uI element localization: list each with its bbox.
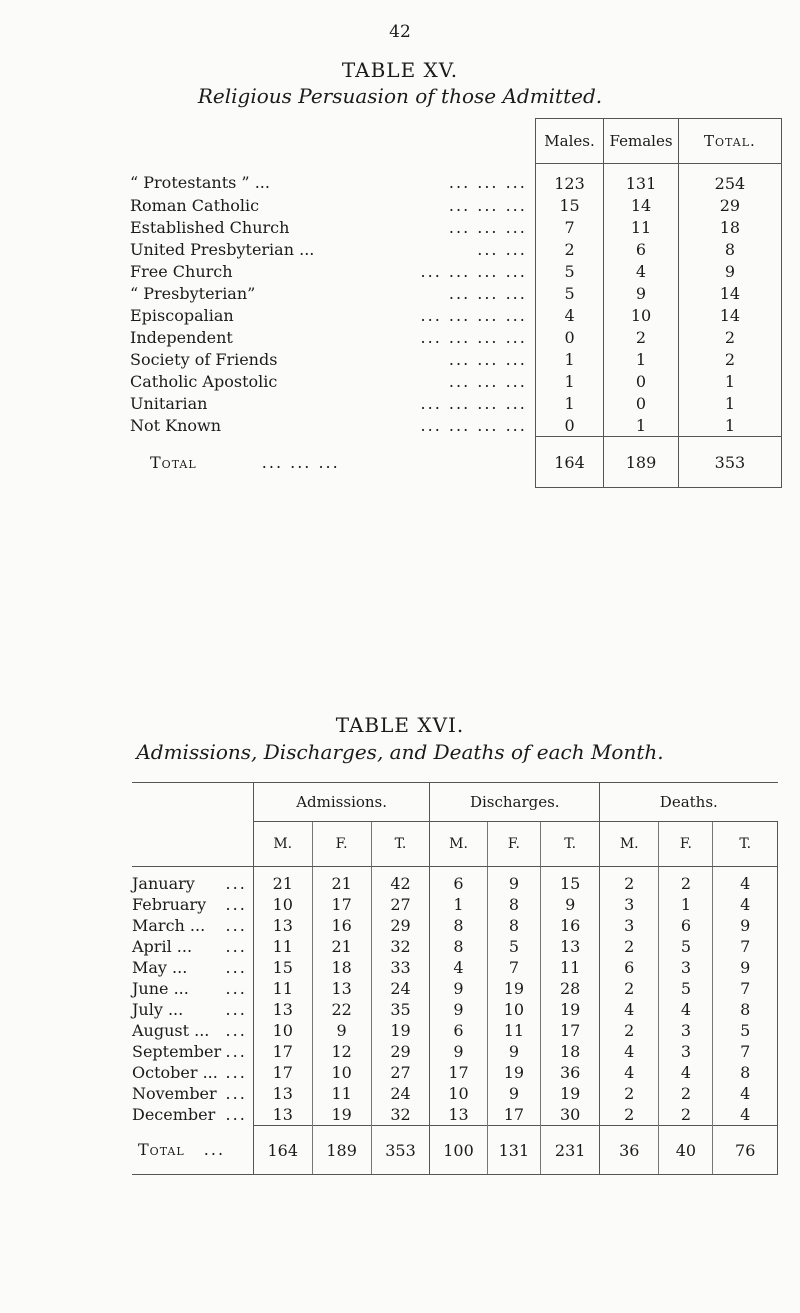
table-cell: 19 (541, 1083, 600, 1104)
table-cell: 6 (430, 867, 487, 895)
table16-subtitle: Admissions, Discharges, and Deaths of each Month. (136, 740, 664, 764)
table-cell: 3 (659, 957, 713, 978)
table-cell: 4 (713, 894, 778, 915)
monthly-movements-table (132, 782, 778, 1175)
month-label: November ... (132, 1084, 247, 1103)
total-total: 353 (678, 437, 781, 488)
table-cell: 9 (487, 1041, 541, 1062)
table-cell: 17 (312, 894, 371, 915)
total-cell: 131 (487, 1126, 541, 1175)
row-label: Episcopalian ... ... ... ... (130, 305, 527, 325)
table-cell: 5 (659, 978, 713, 999)
table-cell: 9 (487, 1083, 541, 1104)
table-cell: 7 (713, 1041, 778, 1062)
total-label: Total ... ... ... (150, 452, 340, 472)
table-cell: 9 (713, 915, 778, 936)
cell-total: 14 (678, 304, 781, 326)
row-label: “ Presbyterian” ... ... ... (130, 283, 527, 303)
cell-females: 9 (604, 282, 679, 304)
table-cell: 19 (312, 1104, 371, 1126)
cell-females: 11 (604, 216, 679, 238)
cell-males: 5 (535, 260, 603, 282)
table16-body (132, 867, 778, 1126)
table-cell: 4 (659, 1062, 713, 1083)
row-label: Not Known ... ... ... ... (130, 415, 527, 435)
table-cell: 29 (371, 1041, 430, 1062)
cell-total: 8 (678, 238, 781, 260)
table-cell: 11 (253, 978, 312, 999)
table-cell: 15 (541, 867, 600, 895)
table15-total-row (122, 437, 782, 488)
table-cell: 2 (600, 1083, 659, 1104)
cell-total: 254 (678, 164, 781, 195)
cell-females: 0 (604, 392, 679, 414)
table-cell: 24 (371, 1083, 430, 1104)
sub-header-row (132, 822, 778, 867)
row-label: Unitarian ... ... ... ... (130, 393, 527, 413)
cell-total: 9 (678, 260, 781, 282)
table-cell: 9 (713, 957, 778, 978)
table-row (132, 1041, 778, 1062)
table-row (132, 957, 778, 978)
header-blank (132, 822, 253, 867)
table-row (122, 282, 782, 304)
cell-males: 1 (535, 370, 603, 392)
cell-males: 0 (535, 326, 603, 348)
table-cell: 27 (371, 894, 430, 915)
table-cell: 17 (253, 1062, 312, 1083)
sub-header-t: T. (713, 822, 778, 867)
total-cell: 76 (713, 1126, 778, 1175)
table-row (122, 164, 782, 195)
table-cell: 19 (487, 978, 541, 999)
cell-females: 14 (604, 194, 679, 216)
table-cell: 10 (487, 999, 541, 1020)
table-row (132, 1104, 778, 1126)
table-cell: 17 (541, 1020, 600, 1041)
table-cell: 18 (312, 957, 371, 978)
cell-males: 4 (535, 304, 603, 326)
table-cell: 13 (253, 999, 312, 1020)
table-cell: 3 (659, 1041, 713, 1062)
table-cell: 35 (371, 999, 430, 1020)
table-row (122, 238, 782, 260)
table-cell: 5 (713, 1020, 778, 1041)
total-cell: 353 (371, 1126, 430, 1175)
total-cell: 164 (253, 1126, 312, 1175)
religious-persuasion-table (122, 118, 782, 488)
table-cell: 4 (713, 1104, 778, 1126)
table-cell: 8 (430, 915, 487, 936)
table-cell: 13 (253, 915, 312, 936)
cell-total: 1 (678, 414, 781, 437)
table-row (122, 348, 782, 370)
sub-header-f: F. (312, 822, 371, 867)
table-cell: 2 (659, 1083, 713, 1104)
table-cell: 5 (487, 936, 541, 957)
cell-females: 131 (604, 164, 679, 195)
table-cell: 1 (659, 894, 713, 915)
row-label: Catholic Apostolic ... ... ... (130, 371, 527, 391)
cell-total: 14 (678, 282, 781, 304)
table-cell: 5 (659, 936, 713, 957)
table-cell: 2 (600, 1104, 659, 1126)
cell-total: 29 (678, 194, 781, 216)
table-cell: 28 (541, 978, 600, 999)
sub-header-f: F. (487, 822, 541, 867)
table-row (122, 370, 782, 392)
table-cell: 19 (371, 1020, 430, 1041)
table-cell: 13 (312, 978, 371, 999)
row-label: Established Church ... ... ... (130, 217, 527, 237)
table-cell: 4 (659, 999, 713, 1020)
table-cell: 17 (253, 1041, 312, 1062)
table-cell: 2 (659, 1104, 713, 1126)
table-cell: 12 (312, 1041, 371, 1062)
table-cell: 29 (371, 915, 430, 936)
cell-total: 1 (678, 392, 781, 414)
total-cell: 189 (312, 1126, 371, 1175)
table-cell: 9 (430, 1041, 487, 1062)
table-cell: 21 (312, 936, 371, 957)
group-header-row (132, 783, 778, 822)
table-cell: 7 (713, 978, 778, 999)
row-label: Roman Catholic ... ... ... (130, 195, 527, 215)
table-cell: 8 (487, 894, 541, 915)
table-cell: 9 (430, 978, 487, 999)
table-cell: 2 (659, 867, 713, 895)
table-cell: 6 (659, 915, 713, 936)
cell-females: 2 (604, 326, 679, 348)
row-label: “ Protestants ” ... ... ... ... (130, 173, 527, 193)
table-row (132, 936, 778, 957)
table-cell: 9 (541, 894, 600, 915)
sub-header-m: M. (253, 822, 312, 867)
cell-males: 123 (535, 164, 603, 195)
table-cell: 16 (541, 915, 600, 936)
table-row (122, 326, 782, 348)
table-header-row (122, 119, 782, 164)
cell-males: 1 (535, 348, 603, 370)
table-row (132, 1083, 778, 1104)
table-cell: 4 (600, 1062, 659, 1083)
table16-total-row (132, 1126, 778, 1175)
table-cell: 11 (253, 936, 312, 957)
table-cell: 17 (430, 1062, 487, 1083)
table-cell: 2 (600, 936, 659, 957)
table-cell: 8 (430, 936, 487, 957)
month-label: May ... ... (132, 958, 247, 977)
header-blank (132, 783, 253, 822)
table15-body (122, 164, 782, 437)
table-row (132, 978, 778, 999)
cell-females: 1 (604, 414, 679, 437)
table-row (122, 392, 782, 414)
cell-males: 0 (535, 414, 603, 437)
cell-females: 6 (604, 238, 679, 260)
table-cell: 2 (600, 978, 659, 999)
month-label: February ... (132, 895, 247, 914)
table-cell: 32 (371, 936, 430, 957)
table-cell: 18 (541, 1041, 600, 1062)
cell-females: 0 (604, 370, 679, 392)
table-row (132, 867, 778, 895)
cell-males: 1 (535, 392, 603, 414)
table-cell: 1 (430, 894, 487, 915)
table-cell: 3 (659, 1020, 713, 1041)
table-row (122, 414, 782, 437)
table-cell: 6 (600, 957, 659, 978)
table-cell: 4 (713, 867, 778, 895)
table-row (132, 894, 778, 915)
table-cell: 9 (312, 1020, 371, 1041)
table-cell: 6 (430, 1020, 487, 1041)
table-cell: 17 (487, 1104, 541, 1126)
table-cell: 19 (541, 999, 600, 1020)
table-cell: 2 (600, 867, 659, 895)
table-cell: 32 (371, 1104, 430, 1126)
cell-males: 5 (535, 282, 603, 304)
month-label: June ... ... (132, 979, 247, 998)
table-cell: 30 (541, 1104, 600, 1126)
cell-females: 1 (604, 348, 679, 370)
header-males: Males. (535, 119, 603, 164)
table-cell: 4 (600, 999, 659, 1020)
table-cell: 10 (430, 1083, 487, 1104)
table-row (132, 1020, 778, 1041)
table-cell: 8 (487, 915, 541, 936)
cell-females: 10 (604, 304, 679, 326)
table-cell: 15 (253, 957, 312, 978)
table16-title: TABLE XVI. (335, 713, 465, 737)
table-cell: 13 (541, 936, 600, 957)
table-cell: 13 (253, 1104, 312, 1126)
row-label: Free Church ... ... ... ... (130, 261, 527, 281)
row-label: Society of Friends ... ... ... (130, 349, 527, 369)
cell-total: 2 (678, 326, 781, 348)
cell-males: 2 (535, 238, 603, 260)
table-cell: 9 (487, 867, 541, 895)
header-total: Total. (678, 119, 781, 164)
cell-females: 4 (604, 260, 679, 282)
row-label: Independent ... ... ... ... (130, 327, 527, 347)
sub-header-m: M. (430, 822, 487, 867)
table-cell: 9 (430, 999, 487, 1020)
sub-header-t: T. (541, 822, 600, 867)
table-cell: 19 (487, 1062, 541, 1083)
sub-header-t: T. (371, 822, 430, 867)
table-row (122, 304, 782, 326)
table-cell: 36 (541, 1062, 600, 1083)
total-males: 164 (535, 437, 603, 488)
group-deaths: Deaths. (600, 783, 778, 822)
table-cell: 11 (541, 957, 600, 978)
table-cell: 8 (713, 1062, 778, 1083)
table-cell: 10 (253, 894, 312, 915)
table-row (132, 999, 778, 1020)
table-row (132, 1062, 778, 1083)
table-cell: 16 (312, 915, 371, 936)
header-females: Females (604, 119, 679, 164)
table-row (122, 260, 782, 282)
month-label: August ... ... (132, 1021, 247, 1040)
table-cell: 24 (371, 978, 430, 999)
cell-total: 18 (678, 216, 781, 238)
sub-header-m: M. (600, 822, 659, 867)
table-row (122, 194, 782, 216)
table-cell: 8 (713, 999, 778, 1020)
month-label: March ... ... (132, 916, 247, 935)
row-label: United Presbyterian ... ... ... (130, 239, 527, 259)
table15-subtitle: Religious Persuasion of those Admitted. (197, 84, 603, 108)
cell-total: 2 (678, 348, 781, 370)
cell-total: 1 (678, 370, 781, 392)
group-discharges: Discharges. (430, 783, 600, 822)
header-blank (122, 119, 535, 164)
table-cell: 10 (253, 1020, 312, 1041)
page-number: 42 (389, 22, 411, 42)
table-cell: 13 (430, 1104, 487, 1126)
month-label: July ... ... (132, 1000, 247, 1019)
month-label: October ... ... (132, 1063, 247, 1082)
total-cell: 36 (600, 1126, 659, 1175)
month-label: September ... (132, 1042, 247, 1061)
table-cell: 7 (487, 957, 541, 978)
group-admissions: Admissions. (253, 783, 430, 822)
table-cell: 11 (487, 1020, 541, 1041)
month-label: December ... (132, 1105, 247, 1125)
table-cell: 4 (430, 957, 487, 978)
table-cell: 10 (312, 1062, 371, 1083)
total-cell: 231 (541, 1126, 600, 1175)
table-cell: 7 (713, 936, 778, 957)
table-cell: 22 (312, 999, 371, 1020)
total-cell: 100 (430, 1126, 487, 1175)
table-cell: 27 (371, 1062, 430, 1083)
table15-title: TABLE XV. (341, 58, 459, 82)
month-label: January ... (132, 874, 247, 893)
table-cell: 21 (312, 867, 371, 895)
table-cell: 4 (600, 1041, 659, 1062)
cell-males: 7 (535, 216, 603, 238)
table-cell: 11 (312, 1083, 371, 1104)
table-cell: 3 (600, 915, 659, 936)
cell-males: 15 (535, 194, 603, 216)
table-cell: 33 (371, 957, 430, 978)
table-cell: 21 (253, 867, 312, 895)
table-cell: 2 (600, 1020, 659, 1041)
month-label: April ... ... (132, 937, 247, 956)
sub-header-f: F. (659, 822, 713, 867)
table-cell: 42 (371, 867, 430, 895)
table-cell: 4 (713, 1083, 778, 1104)
table-row (132, 915, 778, 936)
total-label: Total ... (132, 1126, 253, 1175)
table-cell: 13 (253, 1083, 312, 1104)
table-cell: 3 (600, 894, 659, 915)
total-females: 189 (604, 437, 679, 488)
total-cell: 40 (659, 1126, 713, 1175)
table-row (122, 216, 782, 238)
